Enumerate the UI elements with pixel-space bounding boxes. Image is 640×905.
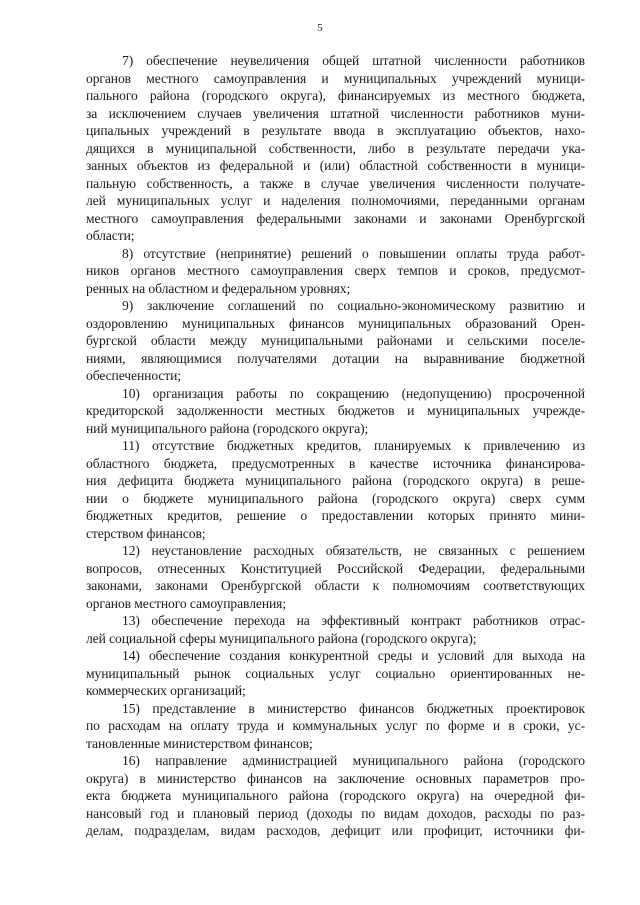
text-line: областного бюджета, предусмотренных в качестве источника финансирова- (86, 455, 585, 471)
text-line: вопросов, отнесенных Конституцией Российской Федерации, федеральными (86, 560, 585, 576)
text-line: бюджетных кредитов, решение о предоставлении которых принято мини- (86, 508, 585, 523)
text-line: 8) отсутствие (непринятие) решений о повышении оплаты труда работ- (122, 245, 585, 261)
text-line: нансовый год и плановый период (доходы по видам доходов, расходы по раз- (86, 805, 585, 821)
text-line: муниципальный рынок социальных услуг социально ориентированных не- (86, 665, 585, 681)
text-line: 12) неустановление расходных обязательств, не связанных с решением (122, 543, 585, 558)
text-line: ний муниципального района (городского округа); (86, 420, 369, 436)
list-item-item-11 (86, 437, 585, 542)
text-line: ципальных учреждений в результате ввода в эксплуатацию объектов, нахо- (86, 123, 585, 138)
text-line: по расходам на оплату труда и коммунальных услуг по форме и в сроки, ус- (86, 718, 585, 733)
text-line: ниями, являющимися получателями дотации на выравнивание бюджетной (86, 350, 585, 366)
text-line: дящихся в муниципальной собственности, либо в результате передачи ука- (86, 140, 585, 156)
text-line: 9) заключение соглашений по социально-экономическому развитию и (122, 298, 585, 313)
page-number: 5 (317, 22, 323, 34)
text-line: 15) представление в министерство финансов бюджетных проектировок (122, 700, 585, 716)
text-line: 7) обеспечение неувеличения общей штатной численности работников (122, 53, 585, 68)
text-line: 13) обеспечение перехода на эффективный контракт работников отрас- (122, 613, 585, 628)
text-line: за исключением случаев увеличения штатной численности работников муни- (86, 105, 585, 121)
text-line: ния дефицита бюджета муниципального района (городского округа) в реше- (86, 473, 585, 488)
text-line: пального района (городского округа), финансируемых из местного бюджета, (86, 88, 585, 103)
text-line: кредиторской задолженности местных бюджетов и муниципальных учрежде- (86, 403, 585, 418)
text-line: пальную собственность, а также в случае увеличения численности получате- (86, 175, 585, 191)
text-line: лей муниципальных услуг и наделения полномочиями, переданными органам (86, 193, 585, 208)
text-line: местного самоуправления федеральными законами и законами Оренбургской (86, 210, 585, 226)
text-line: бургской области между муниципальными районами и сельскими поселе- (86, 333, 585, 348)
list-item-item-12 (86, 542, 585, 612)
text-line: законами, законами Оренбургской области к полномочиям соответствующих (86, 578, 585, 593)
text-line: стерством финансов; (86, 525, 206, 541)
list-item-item-14 (86, 647, 585, 700)
list-item-item-10 (86, 385, 585, 438)
list-item-item-13 (86, 612, 585, 647)
text-line: обеспеченности; (86, 368, 181, 383)
document-body (86, 52, 585, 840)
text-line: ников органов местного самоуправления сверх темпов и сроков, предусмот- (86, 263, 585, 278)
text-line: 14) обеспечение создания конкурентной среды и условий для выхода на (122, 648, 585, 663)
list-item-item-8 (86, 245, 585, 298)
text-line: делам, подразделам, видам расходов, дефицит или профицит, источники фи- (86, 823, 585, 838)
text-line: органов местного самоуправления и муниципальных учреждений муници- (86, 70, 585, 86)
text-line: округа) в министерство финансов на заключение основных параметров про- (86, 770, 585, 786)
text-line: оздоровлению муниципальных финансов муниципальных образований Орен- (86, 315, 585, 331)
text-line: занных объектов из федеральной и (или) областной собственности в муници- (86, 158, 585, 173)
text-line: ренных на областном и федеральном уровнях; (86, 280, 351, 296)
text-line: области; (86, 228, 135, 243)
text-line: 10) организация работы по сокращению (недопущению) просроченной (122, 385, 585, 401)
text-line: лей социальной сферы муниципального района (городского округа); (86, 630, 477, 646)
list-item-item-9 (86, 297, 585, 385)
text-line: екта бюджета муниципального района (городского округа) на очередной фи- (86, 788, 585, 803)
text-line: коммерческих организаций; (86, 683, 246, 698)
list-item-item-15 (86, 700, 585, 753)
text-line: органов местного самоуправления; (86, 595, 286, 611)
text-line: 11) отсутствие бюджетных кредитов, планируемых к привлечению из (122, 438, 585, 453)
list-item-item-7 (86, 52, 585, 245)
list-item-item-16 (86, 752, 585, 840)
text-line: тановленные министерством финансов; (86, 735, 313, 751)
text-line: нии о бюджете муниципального района (городского округа) сверх сумм (86, 490, 585, 506)
text-line: 16) направление администрацией муниципального района (городского (122, 753, 585, 768)
